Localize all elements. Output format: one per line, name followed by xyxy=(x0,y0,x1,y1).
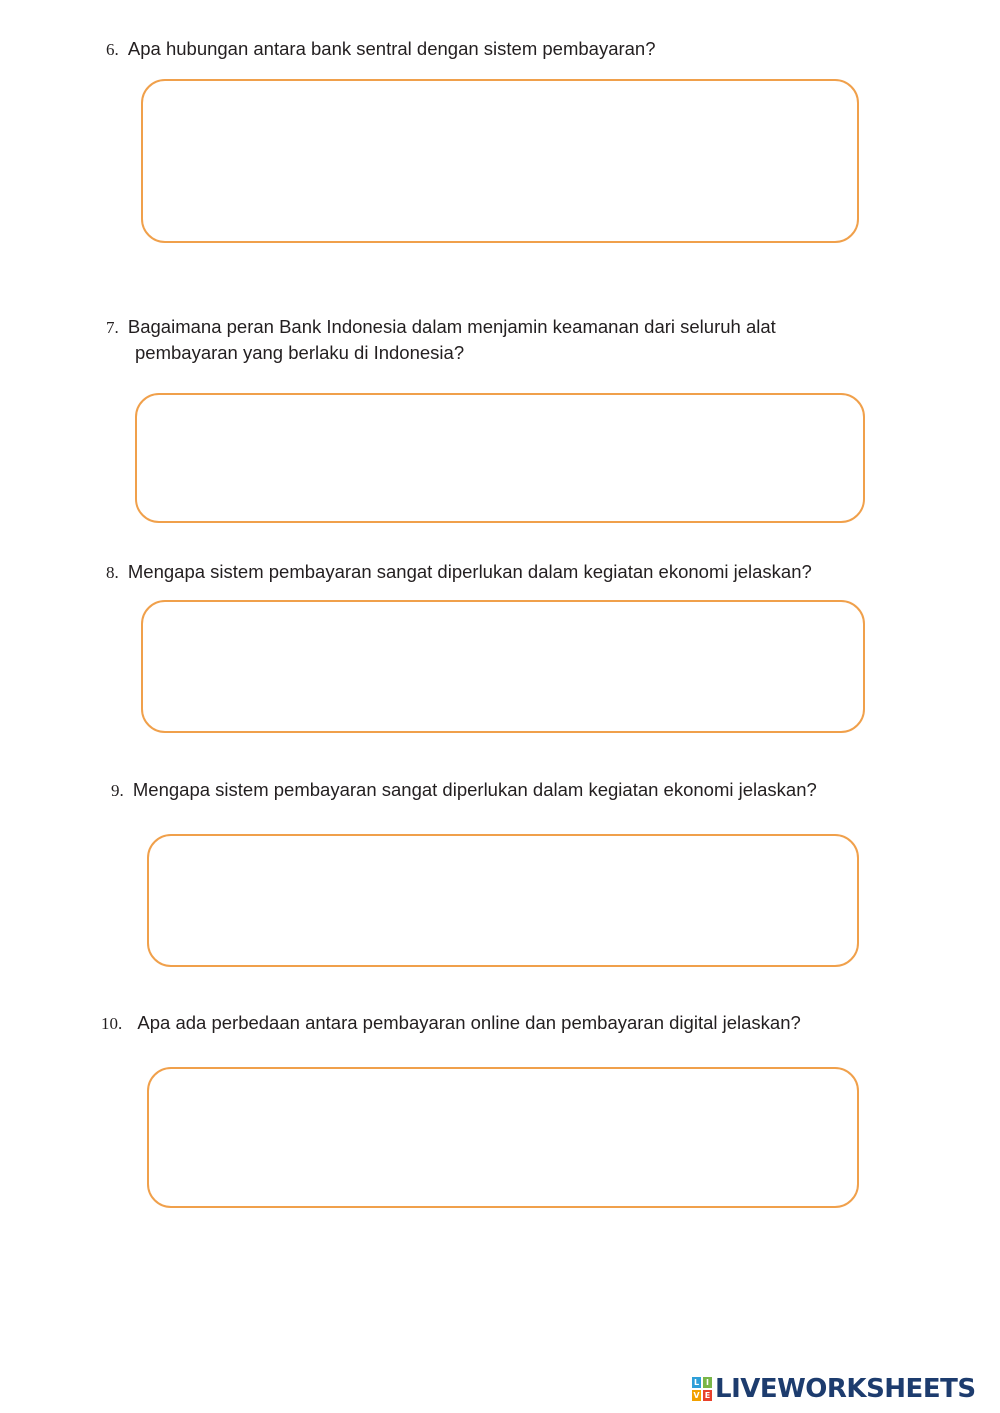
question-text: Mengapa sistem pembayaran sangat diperlukan dalam kegiatan ekonomi jelaskan? xyxy=(127,561,812,582)
question-text: Apa hubungan antara bank sentral dengan sistem pembayaran? xyxy=(127,38,656,59)
answer-box-7[interactable] xyxy=(135,393,865,523)
answer-box-6[interactable] xyxy=(141,79,859,243)
liveworksheets-logo[interactable] xyxy=(692,1374,976,1404)
question-10 xyxy=(101,1010,801,1036)
answer-box-8[interactable] xyxy=(141,600,865,733)
question-text: Apa ada perbedaan antara pembayaran online dan pembayaran digital jelaskan? xyxy=(137,1012,801,1033)
question-text: Mengapa sistem pembayaran sangat diperlukan dalam kegiatan ekonomi jelaskan? xyxy=(132,779,817,800)
logo-cell-e: E xyxy=(704,1391,711,1400)
logo-text: LIVEWORKSHEETS xyxy=(715,1374,976,1404)
question-number: 6. xyxy=(106,40,119,59)
question-8 xyxy=(106,559,812,585)
logo-icon xyxy=(692,1377,712,1401)
question-number: 7. xyxy=(106,318,119,337)
question-number: 10. xyxy=(101,1014,123,1033)
question-text: Bagaimana peran Bank Indonesia dalam menjamin keamanan dari seluruh alat xyxy=(127,316,776,337)
question-number: 9. xyxy=(111,781,124,800)
logo-cell-v: V xyxy=(693,1391,700,1400)
question-text-line2: pembayaran yang berlaku di Indonesia? xyxy=(135,342,465,363)
question-9 xyxy=(111,777,817,803)
answer-box-9[interactable] xyxy=(147,834,859,967)
question-7 xyxy=(106,314,776,365)
question-6 xyxy=(106,36,656,62)
logo-cell-i: I xyxy=(703,1377,712,1388)
answer-box-10[interactable] xyxy=(147,1067,859,1208)
logo-cell-l: L xyxy=(693,1378,700,1387)
question-number: 8. xyxy=(106,563,119,582)
